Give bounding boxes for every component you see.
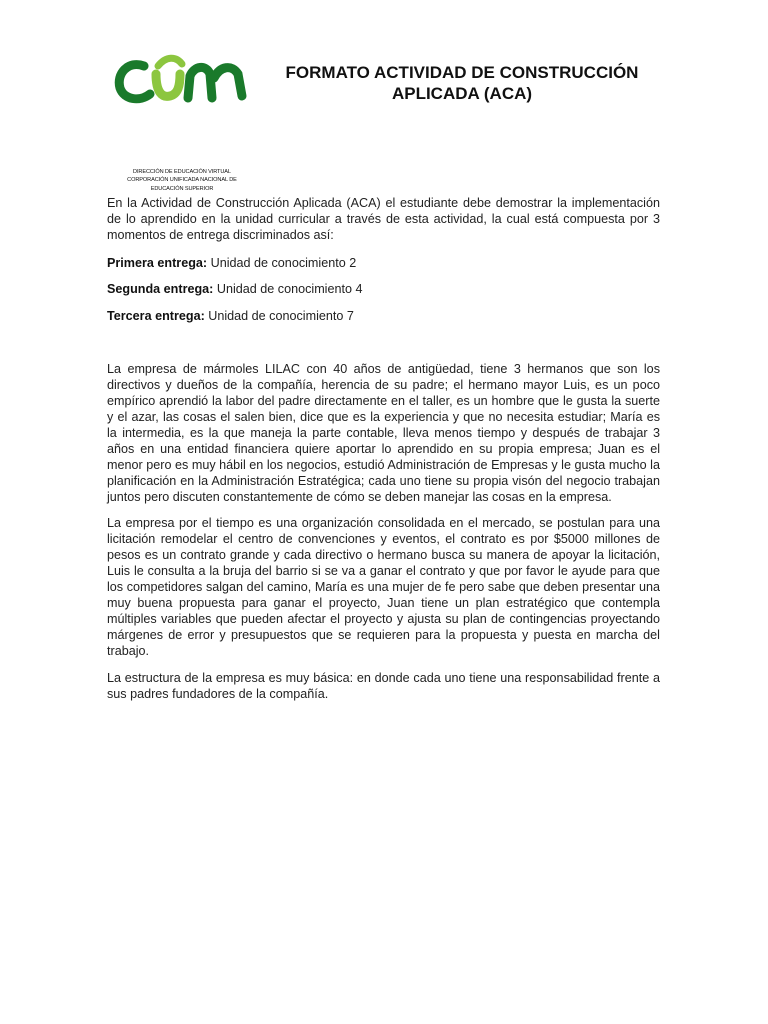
entrega-3-value: Unidad de conocimiento 7: [208, 309, 354, 323]
entrega-2-value: Unidad de conocimiento 4: [216, 282, 363, 296]
entrega-1-value: Unidad de conocimiento 2: [210, 256, 357, 270]
logo-letter-u: [156, 74, 180, 96]
case-paragraph-3: La estructura de la empresa es muy básica: en donde cada uno tiene una responsabilidad frente a sus padres fundadores de la compañía.: [107, 671, 660, 701]
logo-letter-n2: [214, 68, 242, 96]
entrega-2: [107, 281, 363, 297]
institution-block: [112, 168, 252, 193]
title-line-2: APLICADA (ACA): [391, 84, 533, 103]
logo-letter-n: [188, 67, 212, 98]
institution-line-1: DIRECCIÓN DE EDUCACIÓN VIRTUAL: [133, 169, 231, 175]
logo-letter-c: [119, 65, 150, 99]
intro-paragraph: En la Actividad de Construcción Aplicada (ACA) el estudiante debe demostrar la implementación de lo aprendido en la unidad curricular a través de esta actividad, la cual está compuesta por 3 momentos de entrega discriminados así:: [107, 196, 660, 242]
case-paragraph-1: La empresa de mármoles LILAC con 40 años de antigüedad, tiene 3 hermanos que son los directivos y dueños de la compañía, herencia de su padre; el hermano mayor Luis, es un poco empírico aprendió la labor del padre directamente en el taller, es un hombre que le gusta la suerte y el azar, las cosas el salen bien, dice que es la experiencia y que no necesita estudiar; María es la intermedia, es la que maneja la parte contable, lleva menos tiempo y después de trabajar 3 años en una entidad financiera quiere aportar lo aprendido en su propia empresa; Juan es el menor pero es muy hábil en los negocios, estudió Administración de Empresas y le gusta mucho la planificación en la Administración Estratégica; cada uno tiene su propia visón del negocio trabajan juntos pero discuten constantemente de cómo se deben manejar las cosas en la empresa.: [107, 362, 660, 504]
entrega-2-label: Segunda entrega:: [107, 282, 214, 296]
entrega-1: [107, 255, 356, 271]
case-paragraph-2: La empresa por el tiempo es una organización consolidada en el mercado, se postulan para una licitación remodelar el centro de convenciones y eventos, el contrato es por $5000 millones de pesos es un contrato grande y cada directivo o hermano busca su manera de apoyar la licitación, Luis le consulta a la bruja del barrio si se va a ganar el contrato y que por favor le ayude para que los competidores salgan del camino, María es una mujer de fe pero sabe que deben presentar una muy buena propuesta para ganar el proyecto, Juan tiene un plan estratégico que contempla múltiples variables que pueden afectar el proyecto y ajusta su plan de contingencias proyectando márgenes de error y presupuestos que se requieren para la propuesta y puesta en marcha del trabajo.: [107, 516, 660, 658]
entrega-3: [107, 308, 354, 324]
logo-swoosh: [158, 58, 182, 66]
institution-line-3: EDUCACIÓN SUPERIOR: [150, 185, 214, 192]
cun-logo: [114, 52, 254, 110]
title-line-1: FORMATO ACTIVIDAD DE CONSTRUCCIÓN: [285, 63, 639, 82]
document-title: [262, 62, 662, 104]
entrega-1-label: Primera entrega:: [107, 256, 208, 270]
institution-line-2: CORPORACIÓN UNIFICADA NACIONAL DE: [127, 177, 237, 184]
entrega-3-label: Tercera entrega:: [107, 309, 205, 323]
